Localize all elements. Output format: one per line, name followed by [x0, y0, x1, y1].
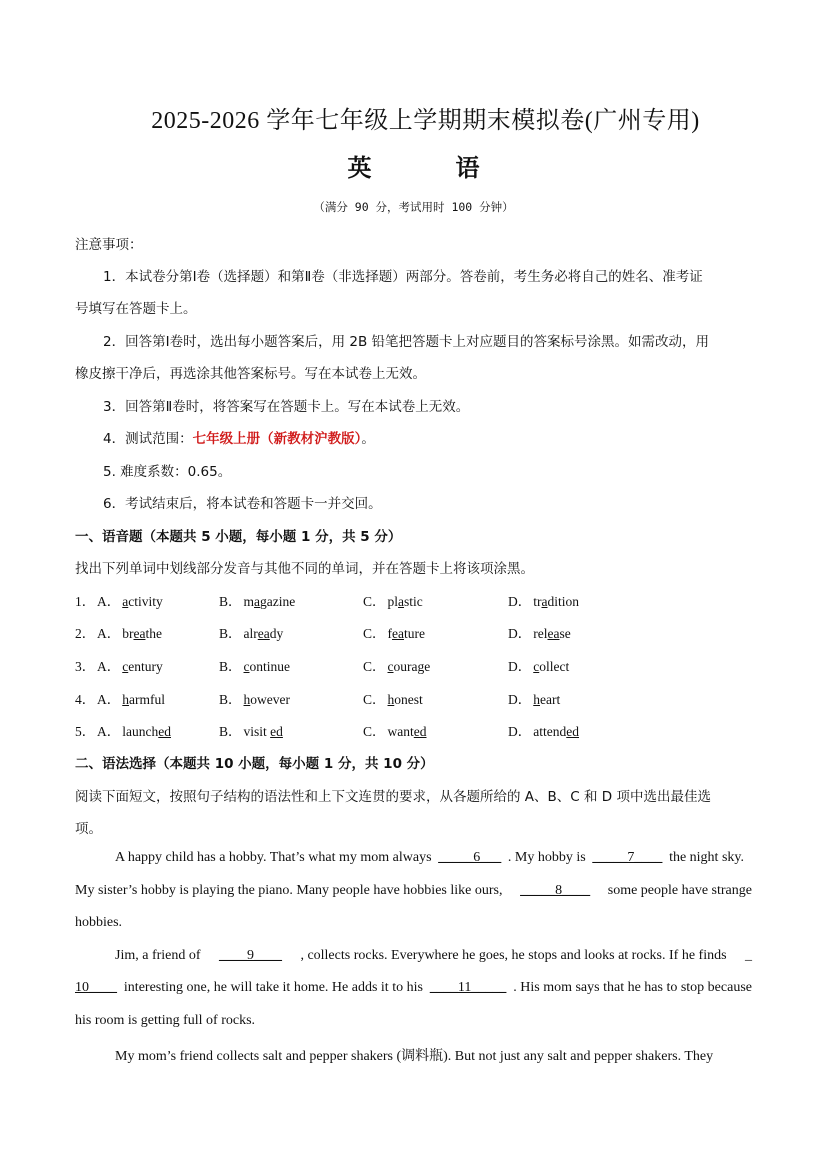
notice-heading: 注意事项：	[75, 237, 143, 253]
option-a	[97, 590, 163, 610]
word-part: se	[559, 626, 571, 641]
notice-item-2a: 2．回答第Ⅰ卷时，选出每小题答案后，用 2B 铅笔把答题卡上对应题目的答案标号涂黑。如需改动，用	[103, 334, 710, 350]
question-number: 3．	[75, 659, 96, 674]
underlined-letters: h	[533, 692, 540, 707]
option-label: D．	[508, 594, 532, 609]
option-b	[219, 720, 283, 740]
notice-item-4	[103, 427, 375, 447]
notice-item-4-suffix: 。	[361, 431, 375, 447]
section1-instruction: 找出下列单词中划线部分发音与其他不同的单词，并在答题卡上将该项涂黑。	[75, 561, 534, 577]
option-label: A．	[97, 594, 121, 609]
option-label: B．	[219, 626, 242, 641]
option-label: C．	[363, 724, 386, 739]
option-label: A．	[97, 692, 121, 707]
section2-instruction-a: 阅读下面短文，按照句子结构的语法性和上下文连贯的要求，从各题所给的 A、B、C 和 D 项中选出最佳选	[75, 789, 711, 805]
passage-p2-line3: his room is getting full of rocks.	[75, 1013, 256, 1028]
option-label: C．	[363, 626, 386, 641]
option-label: B．	[219, 594, 242, 609]
option-b	[219, 655, 290, 675]
option-d	[508, 720, 579, 740]
blank-10: 10____	[75, 980, 117, 995]
word-part: armful	[129, 692, 165, 707]
option-c	[363, 590, 423, 610]
passage-text: , collects rocks. Everywhere he goes, he stops and looks at rocks. If he finds	[300, 948, 727, 963]
underlined-letters: ea	[547, 626, 560, 641]
passage-text: . My hobby is	[507, 850, 586, 865]
option-b	[219, 590, 295, 610]
word-part: visit	[243, 724, 271, 739]
word-part: launch	[122, 724, 159, 739]
word-part: br	[122, 626, 134, 641]
option-d	[508, 655, 569, 675]
passage-p1-line2	[75, 883, 752, 899]
option-label: C．	[363, 594, 386, 609]
option-a	[97, 688, 165, 708]
question-number: 2．	[75, 626, 96, 641]
word-part: alr	[243, 626, 258, 641]
passage-text: Jim, a friend of	[115, 948, 201, 963]
passage-text: _	[745, 948, 752, 963]
underlined-letters: c	[243, 659, 250, 674]
blank-9: ____9____	[218, 948, 282, 963]
underlined-letters: c	[387, 659, 394, 674]
word-part: owever	[250, 692, 290, 707]
option-c	[363, 622, 425, 642]
option-a	[97, 655, 163, 675]
section1-heading: 一、语音题（本题共 5 小题，每小题 1 分，共 5 分）	[75, 529, 402, 545]
option-c	[363, 720, 427, 740]
option-d	[508, 688, 560, 708]
word-part: want	[387, 724, 414, 739]
underlined-letters: ea	[392, 626, 404, 641]
option-d	[508, 590, 579, 610]
option-label: C．	[363, 692, 386, 707]
underlined-letters: c	[122, 659, 129, 674]
word-part: eart	[540, 692, 561, 707]
passage-p3-line1: My mom’s friend collects salt and pepper shakers (调料瓶). But not just any salt and pepper shakers. They	[115, 1049, 714, 1064]
passage-text: some people have strange	[607, 883, 752, 898]
option-label: A．	[97, 724, 121, 739]
option-c	[363, 688, 423, 708]
word-part: dy	[269, 626, 284, 641]
option-label: D．	[508, 724, 532, 739]
word-part: ontinue	[249, 659, 291, 674]
word-part: ture	[404, 626, 425, 641]
underlined-letters: ea	[133, 626, 146, 641]
passage-text: interesting one, he will take it home. He adds it to his	[123, 980, 423, 995]
word-part: dition	[547, 594, 580, 609]
word-part: attend	[533, 724, 567, 739]
underlined-letters: ed	[566, 724, 579, 739]
word-part: stic	[404, 594, 423, 609]
notice-item-2b: 橡皮擦干净后，再选涂其他答案标号。写在本试卷上无效。	[75, 366, 426, 382]
word-part: tr	[533, 594, 542, 609]
word-part: f	[387, 626, 393, 641]
subject-title: 英 语	[347, 153, 510, 182]
underlined-letters: a	[541, 594, 548, 609]
question-number: 5．	[75, 724, 96, 739]
word-part: pl	[387, 594, 399, 609]
passage-p2-line2	[75, 980, 752, 996]
blank-7: _____7____	[592, 850, 663, 865]
section2-instruction-b: 项。	[75, 821, 102, 837]
underlined-letters: a	[122, 594, 129, 609]
test-range: 七年级上册（新教材沪教版）	[192, 431, 362, 447]
question-number: 4．	[75, 692, 96, 707]
word-part: ollect	[539, 659, 570, 674]
word-part: entury	[128, 659, 163, 674]
underlined-letters: h	[243, 692, 251, 707]
underlined-letters: ed	[158, 724, 171, 739]
option-label: D．	[508, 659, 532, 674]
option-label: B．	[219, 659, 242, 674]
option-label: D．	[508, 692, 532, 707]
question-number: 1．	[75, 594, 96, 609]
passage-p2-line1	[115, 948, 752, 964]
option-a	[97, 720, 171, 740]
underlined-letters: ea	[257, 626, 270, 641]
word-part: m	[243, 594, 255, 609]
option-b	[219, 688, 290, 708]
option-b	[219, 622, 283, 642]
underlined-letters: h	[122, 692, 129, 707]
passage-text: . His mom says that he has to stop because	[513, 980, 752, 995]
notice-item-1b: 号填写在答题卡上。	[75, 301, 197, 317]
option-label: A．	[97, 659, 121, 674]
underlined-letters: ed	[413, 724, 427, 739]
word-part: gazine	[260, 594, 296, 609]
passage-p1-line3: hobbies.	[75, 915, 123, 930]
blank-11: ____11_____	[429, 980, 507, 995]
underlined-letters: c	[533, 659, 540, 674]
notice-item-5: 5. 难度系数：0.65。	[103, 464, 232, 480]
option-a	[97, 622, 162, 642]
notice-item-1a: 1．本试卷分第Ⅰ卷（选择题）和第Ⅱ卷（非选择题）两部分。答卷前，考生务必将自己的姓名、准考证	[103, 269, 703, 285]
underlined-letters: ed	[270, 724, 283, 739]
word-part: rel	[533, 626, 548, 641]
page-title: 2025-2026 学年七年级上学期期末模拟卷(广州专用)	[151, 108, 700, 134]
passage-text: My sister’s hobby is playing the piano. Many people have hobbies like ours,	[75, 883, 503, 898]
underlined-letters: h	[387, 692, 395, 707]
option-d	[508, 622, 571, 642]
word-part: the	[145, 626, 162, 641]
underlined-letters: a	[254, 594, 261, 609]
notice-item-3: 3．回答第Ⅱ卷时，将答案写在答题卡上。写在本试卷上无效。	[103, 399, 470, 415]
exam-meta: （满分 90 分，考试用时 100 分钟）	[313, 200, 514, 214]
blank-6: _____6___	[438, 850, 502, 865]
underlined-letters: a	[398, 594, 405, 609]
notice-item-6: 6．考试结束后，将本试卷和答题卡一并交回。	[103, 496, 382, 512]
option-label: B．	[219, 692, 242, 707]
option-label: C．	[363, 659, 386, 674]
blank-8: _____8____	[520, 883, 591, 898]
word-part: ourage	[393, 659, 431, 674]
word-part: ctivity	[128, 594, 163, 609]
option-label: D．	[508, 626, 532, 641]
word-part: onest	[394, 692, 423, 707]
notice-item-4-prefix: 4．测试范围：	[103, 431, 193, 447]
option-label: A．	[97, 626, 121, 641]
option-c	[363, 655, 430, 675]
option-label: B．	[219, 724, 242, 739]
passage-text: the night sky.	[669, 850, 744, 865]
passage-p1-line1	[115, 850, 744, 866]
passage-text: A happy child has a hobby. That’s what my mom always	[115, 850, 432, 865]
section2-heading: 二、语法选择（本题共 10 小题，每小题 1 分，共 10 分）	[75, 756, 434, 772]
